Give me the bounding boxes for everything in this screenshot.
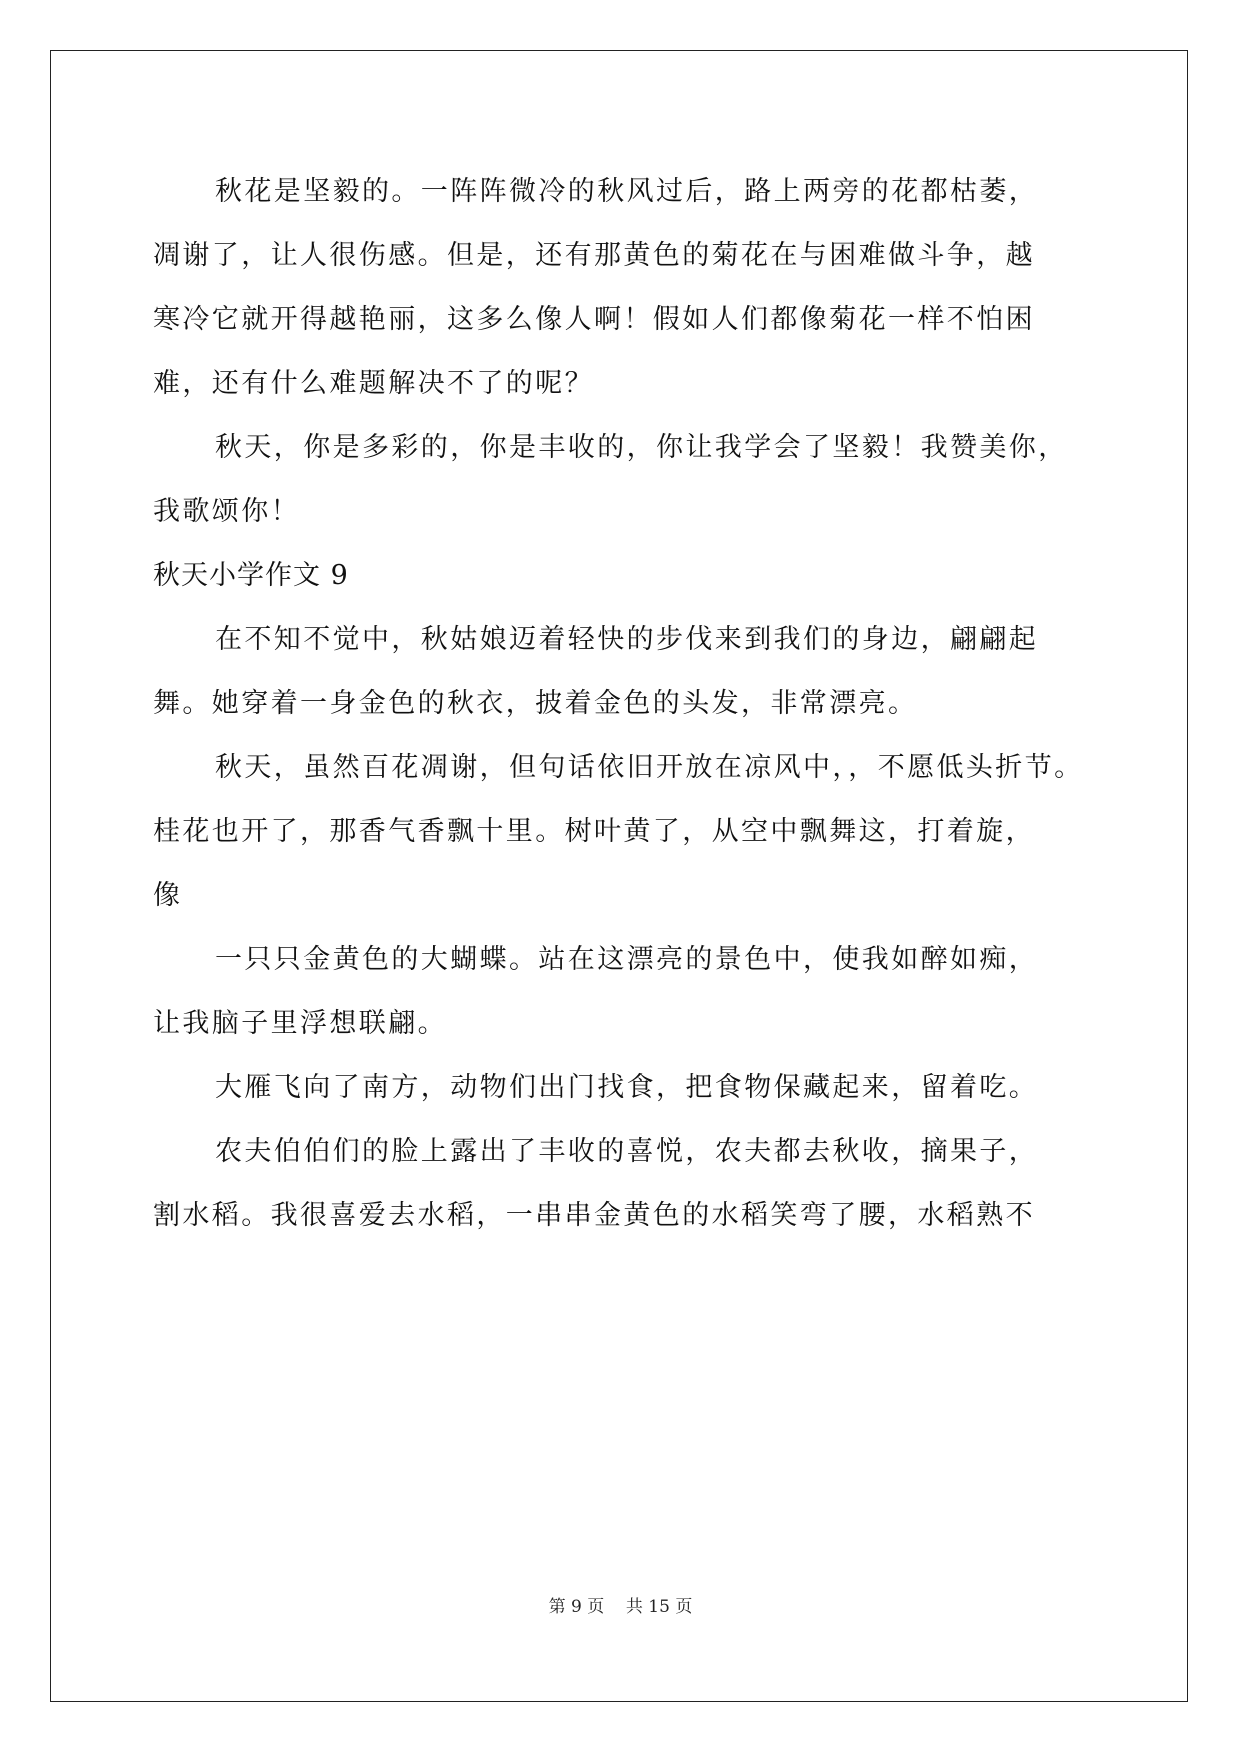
text-line: 像	[153, 880, 183, 911]
text-line: 秋花是坚毅的。一阵阵微冷的秋风过后，路上两旁的花都枯萎，	[215, 176, 1039, 207]
text-line: 舞。她穿着一身金色的秋衣，披着金色的头发，非常漂亮。	[153, 688, 918, 719]
text-line: 秋天，虽然百花凋谢，但句话依旧开放在凉风中，，不愿低头折节。	[215, 752, 1084, 783]
text-line: 桂花也开了，那香气香飘十里。树叶黄了，从空中飘舞这，打着旋，	[153, 816, 1035, 847]
page-number-footer: 第 9 页 共 15 页	[548, 1597, 693, 1617]
document-body	[153, 160, 1093, 1248]
text-line: 寒冷它就开得越艳丽，这多么像人啊！假如人们都像菊花一样不怕困	[153, 304, 1035, 335]
text-line: 农夫伯伯们的脸上露出了丰收的喜悦，农夫都去秋收，摘果子，	[215, 1136, 1039, 1167]
text-line: 秋天，你是多彩的，你是丰收的，你让我学会了坚毅！我赞美你，	[215, 432, 1068, 463]
section-heading: 秋天小学作文 9	[153, 560, 349, 591]
text-line: 凋谢了，让人很伤感。但是，还有那黄色的菊花在与困难做斗争，越	[153, 240, 1035, 271]
text-line: 大雁飞向了南方，动物们出门找食，把食物保藏起来，留着吃。	[215, 1072, 1039, 1103]
text-line: 一只只金黄色的大蝴蝶。站在这漂亮的景色中，使我如醉如痴，	[215, 944, 1039, 975]
text-line: 难，还有什么难题解决不了的呢？	[153, 368, 594, 399]
text-line: 我歌颂你！	[153, 496, 300, 527]
text-line: 让我脑子里浮想联翩。	[153, 1008, 447, 1039]
text-line: 割水稻。我很喜爱去水稻，一串串金黄色的水稻笑弯了腰，水稻熟不	[153, 1200, 1035, 1231]
text-line: 在不知不觉中，秋姑娘迈着轻快的步伐来到我们的身边，翩翩起	[215, 624, 1039, 655]
